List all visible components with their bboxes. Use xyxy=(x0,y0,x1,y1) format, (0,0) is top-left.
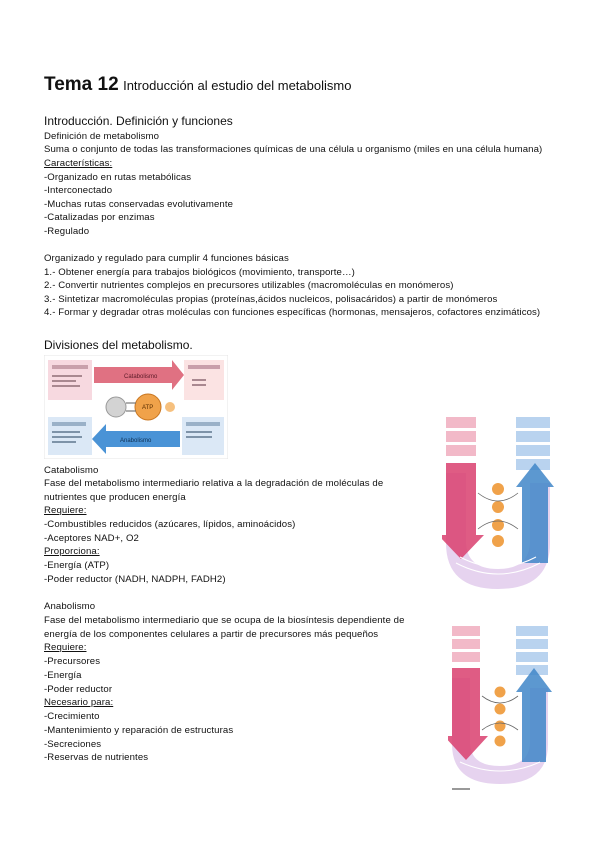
catabolismo-provides-item: -Energía (ATP) xyxy=(44,560,110,571)
definition-text: Suma o conjunto de todas las transformaciones químicas de una célula u organismo (miles en una célula humana) xyxy=(44,144,543,155)
catabolismo-desc-line2: nutrientes que producen energía xyxy=(44,492,186,503)
divisions-heading: Divisiones del metabolismo. xyxy=(44,338,193,352)
diagram1-catabolism-label: Catabolismo xyxy=(124,374,158,380)
anabolismo-title: Anabolismo xyxy=(44,601,96,612)
anabolismo-needed-item: -Mantenimiento y reparación de estructuras xyxy=(44,725,234,736)
anabolismo-needed-item: -Reservas de nutrientes xyxy=(44,752,149,763)
anabolismo-needed-title: Necesario para: xyxy=(44,697,114,708)
function-item: 4.- Formar y degradar otras moléculas con funciones específicas (hormonas, mensajeros, cofactores enzimáticos) xyxy=(44,307,541,318)
page-title xyxy=(44,74,351,96)
catabolismo-provides-item: -Poder reductor (NADH, NADPH, FADH2) xyxy=(44,574,226,585)
anabolismo-desc-line1: Fase del metabolismo intermediario que se ocupa de la biosíntesis dependiente de xyxy=(44,615,405,626)
title-number: Tema 12 xyxy=(44,74,119,95)
characteristic-item: -Organizado en rutas metabólicas xyxy=(44,172,192,183)
anabolismo-needed-item: -Crecimiento xyxy=(44,711,100,722)
function-item: 1.- Obtener energía para trabajos biológicos (movimiento, transporte…) xyxy=(44,267,355,278)
anabolismo-requires-item: -Energía xyxy=(44,670,82,681)
anabolismo-requires-item: -Poder reductor xyxy=(44,684,113,695)
function-item: 3.- Sintetizar macromoléculas propias (proteínas,ácidos nucleicos, polisacáridos) a partir de monómeros xyxy=(44,294,498,305)
characteristic-item: -Catalizadas por enzimas xyxy=(44,212,155,223)
title-text: Introducción al estudio del metabolismo xyxy=(123,78,352,93)
characteristic-item: -Regulado xyxy=(44,226,90,237)
catabolismo-title: Catabolismo xyxy=(44,465,99,476)
catabolismo-provides-title: Proporciona: xyxy=(44,546,100,557)
catabolismo-requires-item: -Combustibles reducidos (azúcares, lípidos, aminoácidos) xyxy=(44,519,296,530)
catabolismo-requires-title: Requiere: xyxy=(44,505,87,516)
diagram1-atp-label: ATP xyxy=(142,405,154,411)
characteristics-title: Características: xyxy=(44,158,113,169)
anabolismo-needed-item: -Secreciones xyxy=(44,739,102,750)
catabolism-anabolism-u-figure-2 xyxy=(448,620,552,796)
anabolismo-requires-title: Requiere: xyxy=(44,642,87,653)
intro-heading: Introducción. Definición y funciones xyxy=(44,114,233,128)
definition-title: Definición de metabolismo xyxy=(44,131,160,142)
function-item: 2.- Convertir nutrientes complejos en precursores utilizables (macromoléculas en monómeros) xyxy=(44,280,454,291)
anabolismo-requires-item: -Precursores xyxy=(44,656,101,667)
metabolism-overview-figure xyxy=(44,355,228,459)
catabolismo-requires-item: -Aceptores NAD+, O2 xyxy=(44,533,139,544)
functions-title: Organizado y regulado para cumplir 4 funciones básicas xyxy=(44,253,289,264)
diagram1-anabolism-label: Anabolismo xyxy=(120,438,152,444)
catabolismo-desc-line1: Fase del metabolismo intermediario relativa a la degradación de moléculas de xyxy=(44,478,384,489)
characteristic-item: -Interconectado xyxy=(44,185,113,196)
anabolismo-desc-line2: energía de los componentes celulares a partir de precursores más pequeños xyxy=(44,629,379,640)
characteristic-item: -Muchas rutas conservadas evolutivamente xyxy=(44,199,234,210)
catabolism-anabolism-u-figure xyxy=(442,413,554,593)
